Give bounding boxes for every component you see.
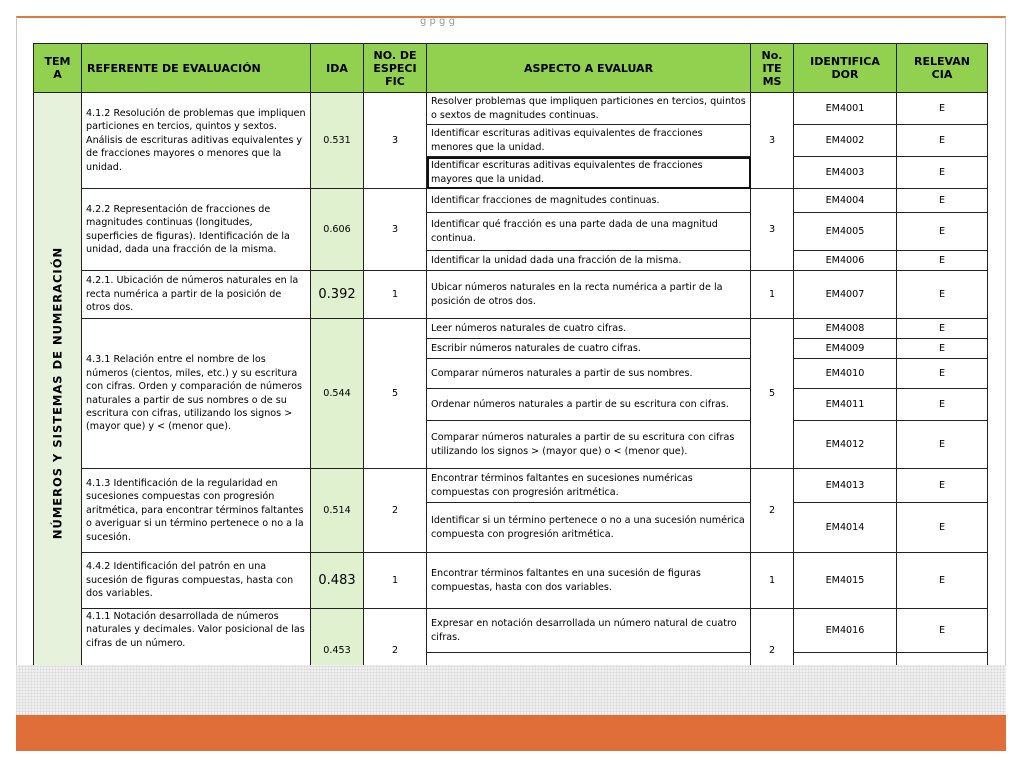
relevancia-cell: E bbox=[897, 339, 988, 359]
tema-label: NÚMEROS Y SISTEMAS DE NUMERACIÓN bbox=[49, 246, 64, 539]
referente-cell: 4.2.1. Ubicación de números naturales en la recta numérica a partir de la posición de otros dos. bbox=[82, 271, 311, 319]
table-row bbox=[34, 609, 988, 653]
no-items-cell: 5 bbox=[751, 319, 794, 469]
evaluation-table bbox=[33, 43, 988, 693]
aspecto-cell[interactable]: Identificar si un término pertenece o no a una sucesión numérica compuesta con progresión aritmética. bbox=[427, 503, 751, 553]
relevancia-cell: E bbox=[897, 421, 988, 469]
no-items-cell: 1 bbox=[751, 271, 794, 319]
identificador-cell: EM4004 bbox=[794, 189, 897, 213]
aspecto-cell[interactable]: Comparar números naturales a partir de sus nombres. bbox=[427, 359, 751, 389]
no-especific-cell: 2 bbox=[364, 469, 427, 553]
identificador-cell: EM4009 bbox=[794, 339, 897, 359]
aspecto-cell[interactable]: Identificar escrituras aditivas equivalentes de fracciones menores que la unidad. bbox=[427, 125, 751, 157]
referente-cell: 4.4.2 Identificación del patrón en una sucesión de figuras compuestas, hasta con dos variables. bbox=[82, 553, 311, 609]
no-especific-cell: 3 bbox=[364, 189, 427, 271]
relevancia-cell: E bbox=[897, 125, 988, 157]
ida-cell: 0.483 bbox=[311, 553, 364, 609]
identificador-cell: EM4007 bbox=[794, 271, 897, 319]
no-items-cell: 3 bbox=[751, 189, 794, 271]
no-especific-cell: 5 bbox=[364, 319, 427, 469]
identificador-cell: EM4012 bbox=[794, 421, 897, 469]
top-caption: g p g g bbox=[420, 16, 455, 27]
header-referente: REFERENTE DE EVALUACIÓN bbox=[82, 44, 311, 93]
no-especific-cell: 1 bbox=[364, 553, 427, 609]
no-items-cell: 2 bbox=[751, 609, 794, 693]
table-row bbox=[34, 319, 988, 339]
relevancia-cell: E bbox=[897, 503, 988, 553]
identificador-cell: EM4006 bbox=[794, 251, 897, 271]
no-especific-cell: 3 bbox=[364, 93, 427, 189]
relevancia-cell: E bbox=[897, 319, 988, 339]
header-ida: IDA bbox=[311, 44, 364, 93]
identificador-cell: EM4001 bbox=[794, 93, 897, 125]
header-no-items: No. ITE MS bbox=[751, 44, 794, 93]
aspecto-cell[interactable]: Resolver problemas que impliquen particiones en tercios, quintos o sextos de magnitudes continuas. bbox=[427, 93, 751, 125]
identificador-cell: EM4014 bbox=[794, 503, 897, 553]
header-no-especific: NO. DE ESPECI FIC bbox=[364, 44, 427, 93]
aspecto-cell[interactable]: Comparar números naturales a partir de su escritura con cifras utilizando los signos > (mayor que) o < (menor que). bbox=[427, 421, 751, 469]
no-items-cell: 2 bbox=[751, 469, 794, 553]
aspecto-cell[interactable]: Encontrar términos faltantes en una sucesión de figuras compuestas, hasta con dos variables. bbox=[427, 553, 751, 609]
relevancia-cell: E bbox=[897, 359, 988, 389]
aspecto-cell[interactable]: Identificar escrituras aditivas equivalentes de fracciones mayores que la unidad. bbox=[427, 157, 751, 189]
table-body bbox=[34, 93, 988, 693]
relevancia-cell: E bbox=[897, 389, 988, 421]
table-row bbox=[34, 189, 988, 213]
identificador-cell: EM4015 bbox=[794, 553, 897, 609]
table-row bbox=[34, 271, 988, 319]
aspecto-cell[interactable]: Expresar en notación desarrollada un número natural de cuatro cifras. bbox=[427, 609, 751, 653]
identificador-cell: EM4003 bbox=[794, 157, 897, 189]
header-aspecto: ASPECTO A EVALUAR bbox=[427, 44, 751, 93]
identificador-cell: EM4016 bbox=[794, 609, 897, 653]
identificador-cell: EM4010 bbox=[794, 359, 897, 389]
no-items-cell: 3 bbox=[751, 93, 794, 189]
aspecto-cell[interactable]: Identificar fracciones de magnitudes continuas. bbox=[427, 189, 751, 213]
bottom-pattern-band bbox=[16, 665, 1006, 715]
referente-cell: 4.1.2 Resolución de problemas que impliquen particiones en tercios, quintos y sextos. Análisis de escrituras aditivas equivalentes y de fracciones mayores o menores que la unidad. bbox=[82, 93, 311, 189]
aspecto-cell[interactable]: Escribir números naturales de cuatro cifras. bbox=[427, 339, 751, 359]
aspecto-cell[interactable]: Identificar la unidad dada una fracción de la misma. bbox=[427, 251, 751, 271]
relevancia-cell: E bbox=[897, 213, 988, 251]
table-row bbox=[34, 469, 988, 503]
identificador-cell: EM4013 bbox=[794, 469, 897, 503]
relevancia-cell: E bbox=[897, 469, 988, 503]
header-relevancia: RELEVAN CIA bbox=[897, 44, 988, 93]
table-viewport bbox=[33, 43, 987, 665]
referente-cell: 4.1.1 Notación desarrollada de números naturales y decimales. Valor posicional de las cifras de un número. bbox=[82, 609, 311, 693]
ida-cell: 0.544 bbox=[311, 319, 364, 469]
relevancia-cell: E bbox=[897, 553, 988, 609]
aspecto-cell[interactable]: Identificar qué fracción es una parte dada de una magnitud continua. bbox=[427, 213, 751, 251]
identificador-cell: EM4002 bbox=[794, 125, 897, 157]
ida-cell: 0.392 bbox=[311, 271, 364, 319]
identificador-cell: EM4011 bbox=[794, 389, 897, 421]
ida-cell: 0.531 bbox=[311, 93, 364, 189]
no-especific-cell: 2 bbox=[364, 609, 427, 693]
no-especific-cell: 1 bbox=[364, 271, 427, 319]
identificador-cell: EM4008 bbox=[794, 319, 897, 339]
table-row bbox=[34, 553, 988, 609]
referente-cell: 4.3.1 Relación entre el nombre de los números (cientos, miles, etc.) y su escritura con cifras. Orden y comparación de números naturales a partir de sus nombres o de su escritura con cifras, utilizando los signos > (mayor que) y < (menor que). bbox=[82, 319, 311, 469]
ida-cell: 0.606 bbox=[311, 189, 364, 271]
header-identificador: IDENTIFICA DOR bbox=[794, 44, 897, 93]
header-row bbox=[34, 44, 988, 93]
relevancia-cell: E bbox=[897, 93, 988, 125]
no-items-cell: 1 bbox=[751, 553, 794, 609]
referente-cell: 4.1.3 Identificación de la regularidad en sucesiones compuestas con progresión aritmética, para encontrar términos faltantes o averiguar si un término pertenece o no a la sucesión. bbox=[82, 469, 311, 553]
footer-bar bbox=[16, 715, 1006, 751]
tema-cell bbox=[34, 93, 82, 693]
relevancia-cell: E bbox=[897, 251, 988, 271]
relevancia-cell: E bbox=[897, 189, 988, 213]
relevancia-cell: E bbox=[897, 609, 988, 653]
table-row bbox=[34, 93, 988, 125]
aspecto-cell[interactable]: Ordenar números naturales a partir de su escritura con cifras. bbox=[427, 389, 751, 421]
relevancia-cell: E bbox=[897, 157, 988, 189]
ida-cell: 0.514 bbox=[311, 469, 364, 553]
aspecto-cell[interactable]: Leer números naturales de cuatro cifras. bbox=[427, 319, 751, 339]
aspecto-cell[interactable]: Encontrar términos faltantes en sucesiones numéricas compuestas con progresión aritmética. bbox=[427, 469, 751, 503]
identificador-cell: EM4005 bbox=[794, 213, 897, 251]
referente-cell: 4.2.2 Representación de fracciones de magnitudes continuas (longitudes, superficies de figuras). Identificación de la unidad, dada una fracción de la misma. bbox=[82, 189, 311, 271]
ida-cell: 0.453 bbox=[311, 609, 364, 693]
aspecto-cell[interactable]: Ubicar números naturales en la recta numérica a partir de la posición de otros dos. bbox=[427, 271, 751, 319]
relevancia-cell: E bbox=[897, 271, 988, 319]
header-tema: TEM A bbox=[34, 44, 82, 93]
